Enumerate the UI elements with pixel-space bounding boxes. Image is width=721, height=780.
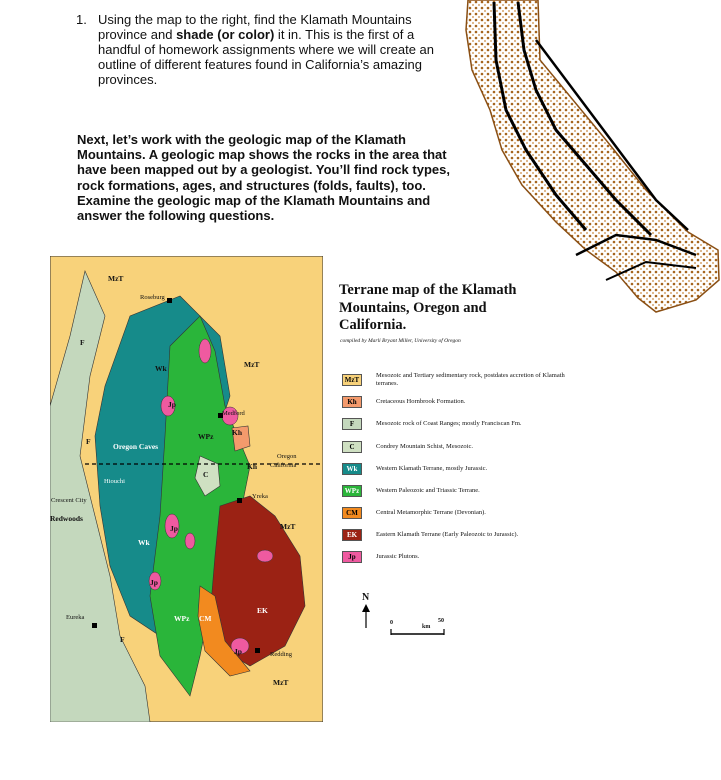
map-label-roseburg: Roseburg bbox=[140, 294, 165, 301]
legend-swatch: Kh bbox=[342, 396, 362, 408]
legend-row-wpz bbox=[342, 485, 576, 497]
question-emphasis: shade (or color) bbox=[176, 27, 275, 42]
map-label-yreka: Yreka bbox=[252, 493, 268, 500]
map-label-wk: Wk bbox=[155, 364, 167, 373]
map-label-jp-4: Jp bbox=[234, 647, 242, 656]
map-label-f-3: F bbox=[120, 635, 125, 644]
legend-swatch: C bbox=[342, 441, 362, 453]
north-label: N bbox=[362, 592, 370, 603]
map-label-f: F bbox=[80, 338, 85, 347]
map-label-wpz: WPz bbox=[198, 432, 214, 441]
legend-desc: Jurassic Plutons. bbox=[376, 553, 420, 560]
question-number: 1. bbox=[76, 12, 87, 27]
map-label-cm: CM bbox=[199, 614, 212, 623]
legend-row-mzt bbox=[342, 372, 576, 388]
california-province-map bbox=[456, 0, 721, 318]
map-title: Terrane map of the Klamath Mountains, Oregon and California. bbox=[339, 282, 517, 333]
scale-bar bbox=[390, 628, 446, 636]
question-text: Using the map to the right, find the Klamath Mountains province and shade (or color) it in. This is the first of a handful of homework assignments where we will create an outline of different features found in California’s amazing provinces. bbox=[98, 12, 435, 87]
legend-row-wk bbox=[342, 463, 576, 475]
map-label-jp: Jp bbox=[168, 400, 176, 409]
legend-row-c bbox=[342, 441, 576, 453]
scale-unit: km bbox=[422, 624, 431, 630]
map-label-ek: EK bbox=[257, 606, 268, 615]
legend-desc: Mesozoic rock of Coast Ranges; mostly Franciscan Fm. bbox=[376, 420, 522, 427]
map-label-redwoods: Redwoods bbox=[50, 514, 83, 523]
legend-desc: Cretaceous Hornbrook Formation. bbox=[376, 398, 466, 405]
map-label-kh-2: Kh bbox=[247, 462, 258, 471]
map-credit: compiled by Marli Bryant Miller, University of Oregon bbox=[340, 338, 461, 344]
legend-swatch: EK bbox=[342, 529, 362, 541]
scale-end: 50 bbox=[438, 618, 444, 624]
map-label-jp-3: Jp bbox=[150, 578, 158, 587]
legend-swatch: F bbox=[342, 418, 362, 430]
legend-row-ek bbox=[342, 529, 576, 541]
map-label-hiouchi: Hiouchi bbox=[104, 478, 125, 485]
legend-swatch: Wk bbox=[342, 463, 362, 475]
map-label-redding: Redding bbox=[270, 651, 293, 658]
map-label-eureka: Eureka bbox=[66, 614, 85, 621]
map-label-kh: Kh bbox=[232, 428, 243, 437]
map-label-mzt-2: MzT bbox=[244, 360, 260, 369]
legend-desc: Mesozoic and Tertiary sedimentary rock, postdates accretion of Klamath terranes. bbox=[376, 372, 565, 387]
legend-row-kh bbox=[342, 396, 576, 408]
legend-row-jp bbox=[342, 551, 576, 563]
map-label-medford: Medford bbox=[222, 410, 245, 417]
map-label-wk-2: Wk bbox=[138, 538, 150, 547]
legend-swatch: MzT bbox=[342, 374, 362, 386]
map-label-oregon-caves: Oregon Caves bbox=[113, 442, 159, 451]
map-label-crescent-city: Crescent City bbox=[51, 497, 87, 504]
map-label-mzt-4: MzT bbox=[273, 678, 289, 687]
legend-swatch: Jp bbox=[342, 551, 362, 563]
map-label-f-2: F bbox=[86, 437, 91, 446]
map-label-jp-2: Jp bbox=[170, 524, 178, 533]
legend-row-f bbox=[342, 418, 576, 430]
legend-desc: Western Paleozoic and Triassic Terrane. bbox=[376, 487, 480, 494]
legend-row-cm bbox=[342, 507, 576, 519]
map-label-wpz-2: WPz bbox=[174, 614, 190, 623]
map-label-oregon: Oregon bbox=[277, 453, 297, 460]
legend-desc: Eastern Klamath Terrane (Early Paleozoic to Jurassic). bbox=[376, 531, 519, 538]
map-label-mzt-3: MzT bbox=[280, 522, 296, 531]
map-label-mzt: MzT bbox=[108, 274, 124, 283]
legend-desc: Central Metamorphic Terrane (Devonian). bbox=[376, 509, 486, 516]
question-1 bbox=[76, 12, 456, 87]
legend-swatch: CM bbox=[342, 507, 362, 519]
north-arrow-icon bbox=[361, 604, 371, 628]
legend-desc: Western Klamath Terrane, mostly Jurassic. bbox=[376, 465, 488, 472]
legend-swatch: WPz bbox=[342, 485, 362, 497]
legend-desc: Condrey Mountain Schist, Mesozoic. bbox=[376, 443, 473, 450]
intro-paragraph: Next, let’s work with the geologic map of the Klamath Mountains. A geologic map shows the rocks in the area that have been mapped out by a geologist. You’ll find rock types, rock formations, ages, and structures (folds, faults), too. Examine the geologic map of the Klamath Mountains and answer the following questions. bbox=[77, 132, 450, 224]
map-label-c: C bbox=[203, 470, 209, 479]
map-label-california: California bbox=[270, 462, 297, 469]
scale-start: 0 bbox=[390, 620, 393, 626]
